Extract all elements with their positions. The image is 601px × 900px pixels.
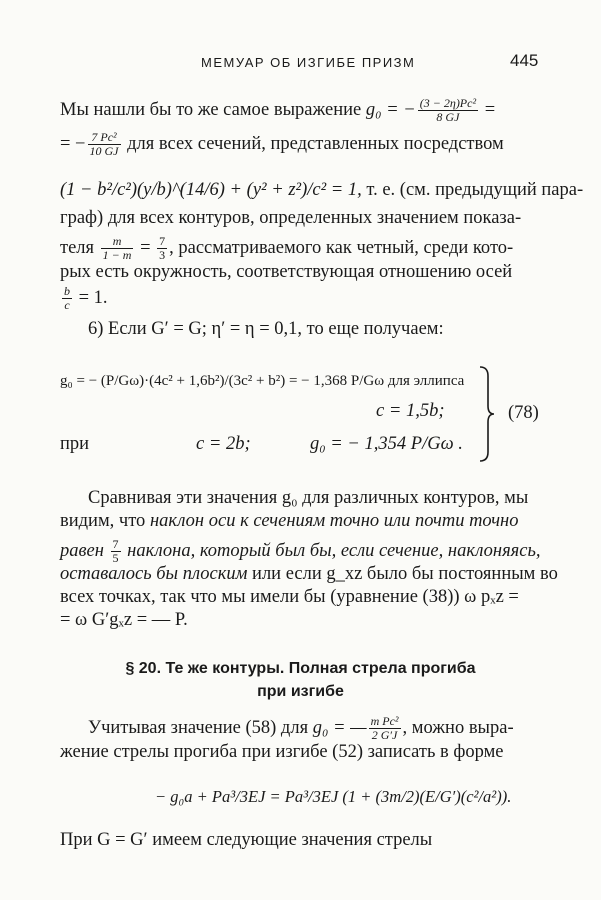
p3-line-4: оставалось бы плоским или если g_xz было бы постоянным во xyxy=(60,564,558,584)
formula: (1 − b²/c²)(y/b)^(14/6) + (y² + z²)/c² = 1, xyxy=(60,180,362,200)
running-header: МЕМУАР ОБ ИЗГИБЕ ПРИЗМ xyxy=(201,55,416,70)
p1-line-6: рых есть окружность, соответствующая отношению осей xyxy=(60,262,513,282)
fraction: $\frac{\text{m Pc²}}{2 G'J}$ xyxy=(370,714,399,742)
fraction: $\frac{7}{3}$ xyxy=(159,234,166,262)
eq78-line-3-label: при xyxy=(60,434,90,454)
fraction: $\frac{7}{5}$ xyxy=(112,537,119,565)
eq78-line-2: c = 1,5b; xyxy=(376,401,445,421)
p4-line-2: жение стрелы прогиба при изгибе (52) записать в форме xyxy=(60,742,504,762)
p1-line-4: граф) для всех контуров, определенных значением показа- xyxy=(60,208,522,228)
fraction: $\frac{\text{7 Pc²}}{10 GJ}$ xyxy=(89,130,119,158)
p3-line-1: Сравнивая эти значения g₀ для различных контуров, мы xyxy=(88,488,529,508)
p3-line-2: видим, что наклон оси к сечениям точно или почти точно xyxy=(60,511,519,531)
p4-line-3: При G = G′ имеем следующие значения стрелы xyxy=(60,830,433,850)
eq78-line-3-value: g₀ = − 1,354 P/Gω . xyxy=(310,434,463,454)
p1-line-1: Мы нашли бы то же самое выражение g₀ = − $\frac{\text{(3 − 2η)Pc²}}{8 GJ}$ = xyxy=(60,96,496,124)
p3-line-3: равен $\frac{7}{5}$ наклона, который был бы, если сечение, наклоняясь, xyxy=(60,537,541,565)
eq78-line-3-cond: c = 2b; xyxy=(196,434,251,454)
p1-line-3: (1 − b²/c²)(y/b)^(14/6) + (y² + z²)/c² = 1, т. е. (см. предыдущий пара- xyxy=(60,180,584,200)
fraction: $\frac{\text{(3 − 2η)Pc²}}{8 GJ}$ xyxy=(419,96,477,124)
fraction: $\frac{b}{c}$ xyxy=(64,284,70,312)
equation-number: (78) xyxy=(508,403,539,423)
section-heading: § 20. Те же контуры. Полная стрела прогиба при изгибе xyxy=(125,660,476,700)
right-brace xyxy=(478,366,494,462)
p3-line-6: = ω G′gₓz = — P. xyxy=(60,610,188,630)
p1-line-7: $\frac{b}{c}$ = 1. xyxy=(64,284,108,312)
page-number: 445 xyxy=(510,51,539,70)
p4-line-1: Учитывая значение (58) для g₀ = — $\frac{\text{m Pc²}}{2 G'J}$ , можно выра- xyxy=(88,714,514,742)
p4-equation: − g₀a + Pa³/3EJ = Pa³/3EJ (1 + (3m/2)(E/G′)(c²/a²)). xyxy=(155,787,512,806)
p1-line-2: = − $\frac{\text{7 Pc²}}{10 GJ}$ для всех сечений, представленных посредством xyxy=(60,130,504,158)
fraction: $\frac{m}{1 - m}$ xyxy=(102,234,132,262)
p3-line-5: всех точках, так что мы имели бы (уравнение (38)) ω pₓz = xyxy=(60,587,519,607)
p2-line: 6) Если G′ = G; η′ = η = 0,1, то еще получаем: xyxy=(88,319,444,339)
eq78-line-1: g₀ = − (P/Gω)·(4c² + 1,6b²)/(3c² + b²) = − 1,368 P/Gω для эллипса xyxy=(60,373,465,389)
p1-line-5: теля $\frac{m}{1 - m}$ = $\frac{7}{3}$ , рассматриваемого как четный, среди кото- xyxy=(60,234,514,262)
